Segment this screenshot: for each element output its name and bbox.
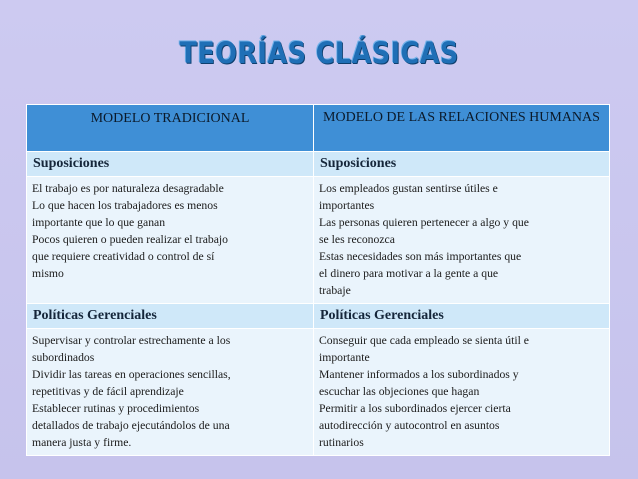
section-header-assumptions-left: Suposiciones [27, 152, 314, 177]
text-line: manera justa y firme. [32, 436, 132, 449]
section-header-row [27, 152, 610, 177]
text-line: importante que lo que ganan [32, 216, 166, 229]
text-line: Establecer rutinas y procedimientos [32, 402, 200, 415]
comparison-table [26, 104, 610, 456]
text-line: que requiere creatividad o control de sí [32, 250, 215, 263]
text-line: rutinarios [319, 436, 364, 449]
text-line: subordinados [32, 351, 95, 364]
column-header-human-relations: MODELO DE LAS RELACIONES HUMANAS [314, 105, 610, 152]
text-line: importantes [319, 199, 375, 212]
text-line: Supervisar y controlar estrechamente a los [32, 334, 231, 347]
text-line: Conseguir que cada empleado se sienta útil e [319, 334, 529, 347]
section-header-policies-right: Políticas Gerenciales [314, 304, 610, 329]
text-line: escuchar las objeciones que hagan [319, 385, 480, 398]
text-line: Lo que hacen los trabajadores es menos [32, 199, 218, 212]
text-line: se les reconozca [319, 233, 395, 246]
text-line: Dividir las tareas en operaciones sencillas, [32, 368, 231, 381]
text-line: Mantener informados a los subordinados y [319, 368, 519, 381]
text-line: Las personas quieren pertenecer a algo y que [319, 216, 529, 229]
assumptions-human-relations-cell [314, 177, 610, 304]
text-line: mismo [32, 267, 64, 280]
policies-human-relations-cell [314, 329, 610, 456]
text-line: El trabajo es por naturaleza desagradable [32, 182, 224, 195]
text-line: repetitivas y de fácil aprendizaje [32, 385, 184, 398]
text-line: Los empleados gustan sentirse útiles e [319, 182, 498, 195]
assumptions-traditional-cell [27, 177, 314, 304]
section-body-row [27, 177, 610, 304]
column-header-traditional: MODELO TRADICIONAL [27, 105, 314, 152]
text-line: Estas necesidades son más importantes que [319, 250, 522, 263]
section-header-assumptions-right: Suposiciones [314, 152, 610, 177]
table-header-row [27, 105, 610, 152]
text-line: detallados de trabajo ejecutándolos de una [32, 419, 230, 432]
text-line: importante [319, 351, 370, 364]
policies-traditional-cell [27, 329, 314, 456]
slide-title: TEORÍAS CLÁSICAS [179, 36, 459, 70]
section-header-row [27, 304, 610, 329]
section-body-row [27, 329, 610, 456]
text-line: Pocos quieren o pueden realizar el trabajo [32, 233, 229, 246]
text-line: Permitir a los subordinados ejercer cierta [319, 402, 511, 415]
text-line: el dinero para motivar a la gente a que [319, 267, 499, 280]
section-header-policies-left: Políticas Gerenciales [27, 304, 314, 329]
text-line: autodirección y autocontrol en asuntos [319, 419, 500, 432]
text-line: trabaje [319, 284, 351, 297]
